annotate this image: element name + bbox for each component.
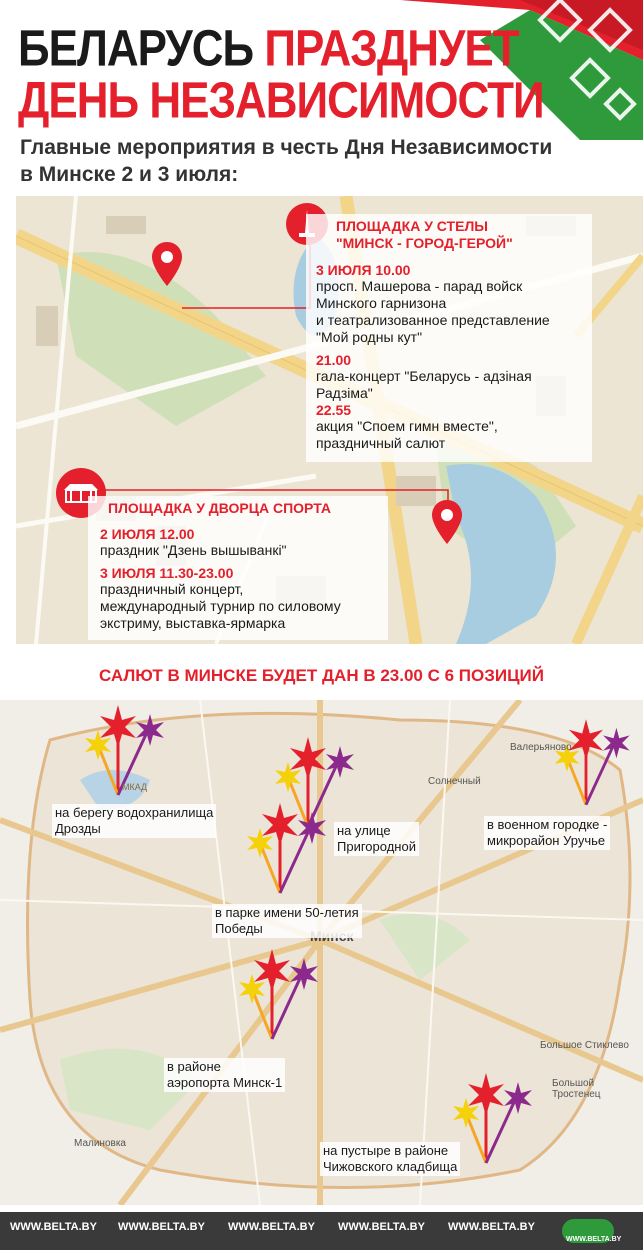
event-text: просп. Машерова - парад войск [316, 278, 523, 294]
map-pin-sport-icon [430, 498, 464, 546]
stela-title [336, 218, 513, 252]
event-time: 3 ИЮЛЯ 11.30-23.00 [100, 565, 234, 581]
firework-chizhovka-icon [446, 1068, 546, 1168]
subtitle-line2: в Минске 2 и 3 июля: [20, 163, 239, 186]
footer-link[interactable]: WWW.BELTA.BY [10, 1221, 97, 1233]
map-label-trostenets: Большой Тростенец [552, 1078, 601, 1100]
event-text: праздник "Дзень вышыванкі" [100, 542, 287, 558]
event-time: 21.00 [316, 352, 352, 368]
salute-location-airport: в районе аэропорта Минск-1 [164, 1058, 285, 1092]
map-label-valeryanovo: Валерьяново [510, 742, 572, 753]
salute-location-drozdy: на берегу водохранилища Дрозды [52, 804, 216, 838]
event-text: экстриму, выставка-ярмарка [100, 615, 286, 631]
title-word-2: ПРАЗДНУЕТ [264, 20, 519, 77]
footer-link[interactable]: WWW.BELTA.BY [338, 1221, 425, 1233]
footer-link[interactable]: WWW.BELTA.BY [566, 1236, 622, 1243]
main-title [18, 20, 519, 77]
stela-events [316, 262, 596, 452]
salute-heading: САЛЮТ В МИНСКЕ БУДЕТ ДАН В 23.00 С 6 ПОЗИЦИЙ [99, 666, 544, 685]
event-text: "Мой родны кут" [316, 329, 423, 345]
map-label-stiklevo: Большое Стиклево [540, 1040, 629, 1051]
salute-location-prigorodnaya: на улице Пригородной [334, 822, 419, 856]
event-text: акция "Споем гимн вместе", [316, 418, 498, 434]
sport-events [100, 526, 390, 632]
salute-location-chizhovka: на пустыре в районе Чижовского кладбища [320, 1142, 460, 1176]
event-text: международный турнир по силовому [100, 598, 341, 614]
event-text: гала-концерт "Беларусь - адзіная [316, 368, 532, 384]
event-text: Радзіма" [316, 385, 373, 401]
footer-link[interactable]: WWW.BELTA.BY [118, 1221, 205, 1233]
event-text: и театрализованное представление [316, 312, 550, 328]
footer-bar [0, 1212, 643, 1250]
firework-park-pobedy-icon [240, 798, 340, 898]
footer-link[interactable]: WWW.BELTA.BY [448, 1221, 535, 1233]
subtitle [20, 134, 552, 188]
event-text: Минского гарнизона [316, 295, 447, 311]
event-text: праздничный салют [316, 435, 446, 451]
map-label-malinovka: Малиновка [74, 1138, 126, 1149]
map-pin-stela-icon [150, 240, 184, 288]
map-label-mkad: МКАД [122, 782, 148, 792]
event-time: 3 ИЮЛЯ 10.00 [316, 262, 411, 278]
subtitle-line1: Главные мероприятия в честь Дня Независимости [20, 136, 553, 159]
salute-location-park: в парке имени 50-летия Победы [212, 904, 362, 938]
firework-uruchye-icon [548, 712, 643, 812]
main-title-line2 [18, 72, 544, 129]
salute-location-uruchye: в военном городке - микрорайон Уручье [484, 816, 610, 850]
event-time: 22.55 [316, 402, 352, 418]
event-time: 2 ИЮЛЯ 12.00 [100, 526, 195, 542]
title-word-1: БЕЛАРУСЬ [18, 20, 254, 77]
firework-airport-icon [232, 944, 332, 1044]
footer-link[interactable]: WWW.BELTA.BY [228, 1221, 315, 1233]
event-text: праздничный концерт, [100, 581, 244, 597]
sport-title: ПЛОЩАДКА У ДВОРЦА СПОРТА [108, 500, 331, 516]
map-label-solnechny: Солнечный [428, 776, 481, 787]
stela-title-line2: "МИНСК - ГОРОД-ГЕРОЙ" [336, 235, 513, 251]
title-line2: ДЕНЬ НЕЗАВИСИМОСТИ [18, 72, 544, 129]
stela-title-line1: ПЛОЩАДКА У СТЕЛЫ [336, 218, 488, 234]
